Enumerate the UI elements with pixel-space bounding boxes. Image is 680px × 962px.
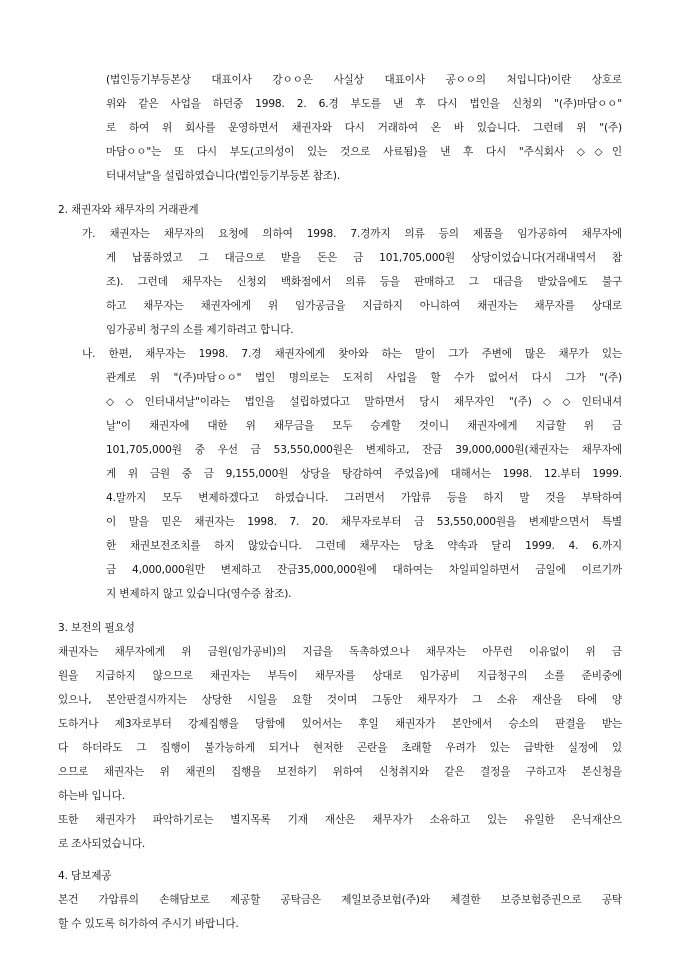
text-line: 조). 그런데 채무자는 신청외 백화점에서 의류 등을 판매하고 그 대금을 받았음에도 불구 [106,276,622,288]
text-line: 원을 지급하지 않으므로 채권자는 부득이 채무자를 상대로 임가공비 지급청구의 소를 준비중에 [58,670,622,682]
text-line: 임가공비 청구의 소를 제기하려고 합니다. [106,324,294,336]
section-heading-2: 2. 채권자와 채무자의 거래관계 [58,204,199,216]
text-line: 도하거나 제3자로부터 강제집행을 당함에 있어서는 후일 채권자가 본안에서 승소의 판결을 받는 [58,718,622,730]
section-heading-4: 4. 담보제공 [58,870,112,882]
text-line: 채권자는 채무자에게 위 금원(임가공비)의 지급을 독촉하였으나 채무자는 아무런 이유없이 위 금 [58,646,622,658]
section-heading-3: 3. 보전의 필요성 [58,622,135,634]
text-line: (법인등기부등본상 대표이사 강ㅇㅇ은 사실상 대표이사 공ㅇㅇ의 처입니다)이란 상호로 [106,74,622,86]
text-line: 4.말까지 모두 변제하겠다고 하였습니다. 그러면서 가압류 등을 하지 말 것을 부탁하여 [106,492,622,504]
text-line: 로 조사되었습니다. [58,838,146,850]
text-line: 터내셔날"을 설립하였습니다(법인등기부등본 참조). [106,170,341,182]
text-line: 관계로 위 "(주)마담ㅇㅇ" 법인 명의로는 도저히 사업을 할 수가 없어서 다시 그가 "(주) [106,372,622,384]
text-line: 날"이 채권자에 대한 위 채무금을 모두 승계할 것이니 채권자에게 지급할 위 금 [106,420,622,432]
text-line: 마담ㅇㅇ"는 또 다시 부도(고의성이 있는 것으로 사료됨)을 낸 후 다시 "주식회사 ◇◇인 [106,146,622,158]
text-line: 또한 채권자가 파악하기로는 별지목록 기재 재산은 채무자가 소유하고 있는 유일한 은닉재산으 [58,814,622,826]
text-line: 게 위 금원 중 금 9,155,000원 상당을 탕감하여 주었음)에 대해서는 1998. 12.부터 1999. [106,468,622,480]
text-line: 101,705,000원 중 우선 금 53,550,000원은 변제하고, 잔금 39,000,000원(채권자는 채무자에 [106,444,622,456]
text-line: 위와 같은 사업을 하던중 1998. 2. 6.경 부도를 낸 후 다시 법인을 신청외 "(주)마담ㅇㅇ" [106,98,622,110]
text-line: 지 변제하지 않고 있습니다(영수증 참조). [106,588,292,600]
text-line: 으므로 채권자는 위 채권의 집행을 보전하기 위하여 신청취지와 같은 결정을 구하고자 본신청을 [58,766,622,778]
text-line: 이 말을 믿은 채권자는 1998. 7. 20. 채무자로부터 금 53,550,000원을 변제받으면서 특별 [106,516,622,528]
text-line: 할 수 있도록 허가하여 주시기 바랍니다. [58,918,239,930]
text-line: 한 채권보전조치를 하지 않았습니다. 그런데 채무자는 당초 약속과 달리 1999. 4. 6.까지 [106,540,622,552]
text-line: 가. 채권자는 채무자의 요청에 의하여 1998. 7.경까지 의류 등의 제품을 임가공하여 채무자에 [82,228,622,240]
text-line: 게 납품하였고 그 대금으로 받을 돈은 금 101,705,000원 상당이었습니다(거래내역서 참 [106,252,622,264]
text-line: 나. 한편, 채무자는 1998. 7.경 채권자에게 찾아와 하는 말이 그가 주변에 많은 채무가 있는 [82,348,622,360]
text-line: 금 4,000,000원만 변제하고 잔금35,000,000원에 대하여는 차일피일하면서 금일에 이르기까 [106,564,622,576]
text-line: 로 하여 위 회사를 운영하면서 채권자와 다시 거래하여 온 바 있습니다. 그런데 위 "(주) [106,122,622,134]
text-line: 본건 가압류의 손해담보로 제공할 공탁금은 제일보증보험(주)와 체결한 보증보험증권으로 공탁 [58,894,622,906]
text-line: 하는바 입니다. [58,790,125,802]
text-line: 다 하더라도 그 집행이 불가능하게 되거나 현저한 곤란을 초래할 우려가 있는 급박한 실정에 있 [58,742,622,754]
text-line: ◇◇인터내셔날"이라는 법인을 설립하였다고 말하면서 당시 채무자인 "(주)◇◇인터내셔 [106,396,622,408]
text-line: 있으나, 본안판결시까지는 상당한 시일을 요할 것이며 그동안 채무자가 그 소유 재산을 타에 양 [58,694,622,706]
text-line: 하고 채무자는 채권자에게 위 임가공금을 지급하지 아니하여 채권자는 채무자를 상대로 [106,300,622,312]
